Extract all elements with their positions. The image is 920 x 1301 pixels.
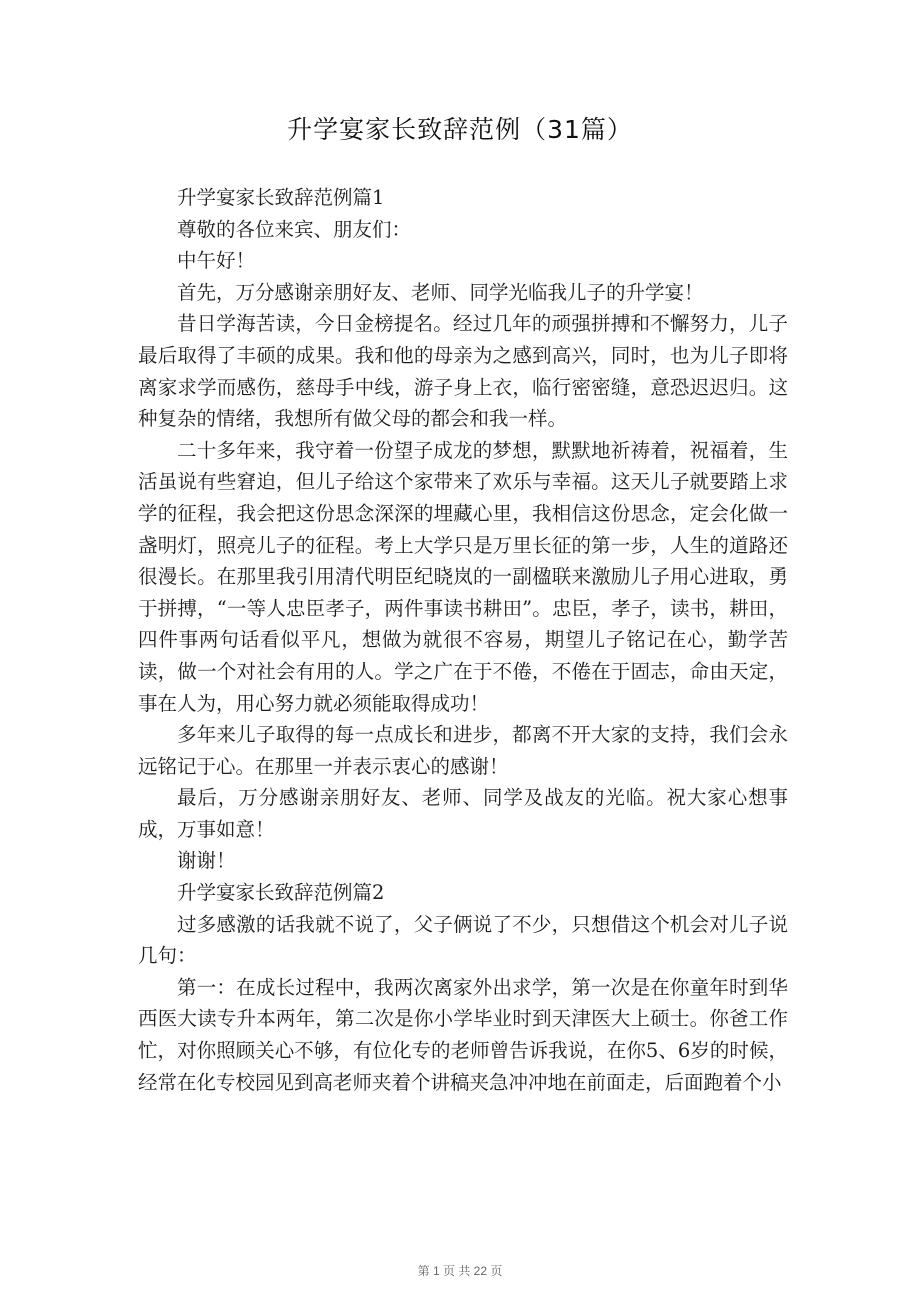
page-number-footer: 第 1 页 共 22 页 [417,1264,503,1278]
section-heading: 升学宴家长致辞范例篇1 [177,186,385,209]
paragraph: 多年来儿子取得的每一点成长和进步，都离不开大家的支持，我们会永远铭记于心。在那里一并表示衷心的感谢！ [138,723,788,778]
paragraph: 首先，万分感谢亲朋好友、老师、同学光临我儿子的升学宴！ [177,280,704,304]
section-heading: 升学宴家长致辞范例篇2 [177,881,385,905]
paragraph: 中午好！ [177,249,256,273]
document-title: 升学宴家长致辞范例（31篇） [287,115,633,144]
paragraph: 第一：在成长过程中，我两次离家外出求学，第一次是在你童年时到华西医大读专升本两年，第二次是你小学毕业时到天津医大上硕士。你爸工作忙，对你照顾关心不够，有位化专的老师曾告诉我说，在你5、6岁的时候，经常在化专校园见到高老师夹着个讲稿夹急冲冲地在前面走，后面跑着个小 [138,975,788,1094]
paragraph: 最后，万分感谢亲朋好友、老师、同学及战友的光临。祝大家心想事成，万事如意！ [138,786,788,841]
paragraph: 昔日学海苦读，今日金榜提名。经过几年的顽强拼搏和不懈努力，儿子最后取得了丰硕的成果。我和他的母亲为之感到高兴，同时，也为儿子即将离家求学而感伤，慈母手中线，游子身上衣，临行密密缝，意恐迟迟归。这种复杂的情绪，我想所有做父母的都会和我一样。 [138,312,788,431]
paragraph: 过多感激的话我就不说了，父子俩说了不少，只想借这个机会对儿子说几句： [138,912,788,968]
document-body [138,182,788,1098]
paragraph: 谢谢！ [177,849,236,873]
paragraph: 尊敬的各位来宾、朋友们： [177,217,412,241]
paragraph: 二十多年来，我守着一份望子成龙的梦想，默默地祈祷着，祝福着，生活虽说有些窘迫，但儿子给这个家带来了欢乐与幸福。这天儿子就要踏上求学的征程，我会把这份思念深深的埋藏心里，我相信这份思念，定会化做一盏明灯，照亮儿子的征程。考上大学只是万里长征的第一步，人生的道路还很漫长。在那里我引用清代明臣纪晓岚的一副楹联来激励儿子用心进取，勇于拼搏，“一等人忠臣孝子，两件事读书耕田”。忠臣，孝子，读书，耕田，四件事两句话看似平凡，想做为就很不容易，期望儿子铭记在心，勤学苦读，做一个对社会有用的人。学之广在于不倦，不倦在于固志，命由天定，事在人为，用心努力就必须能取得成功！ [138,438,788,715]
